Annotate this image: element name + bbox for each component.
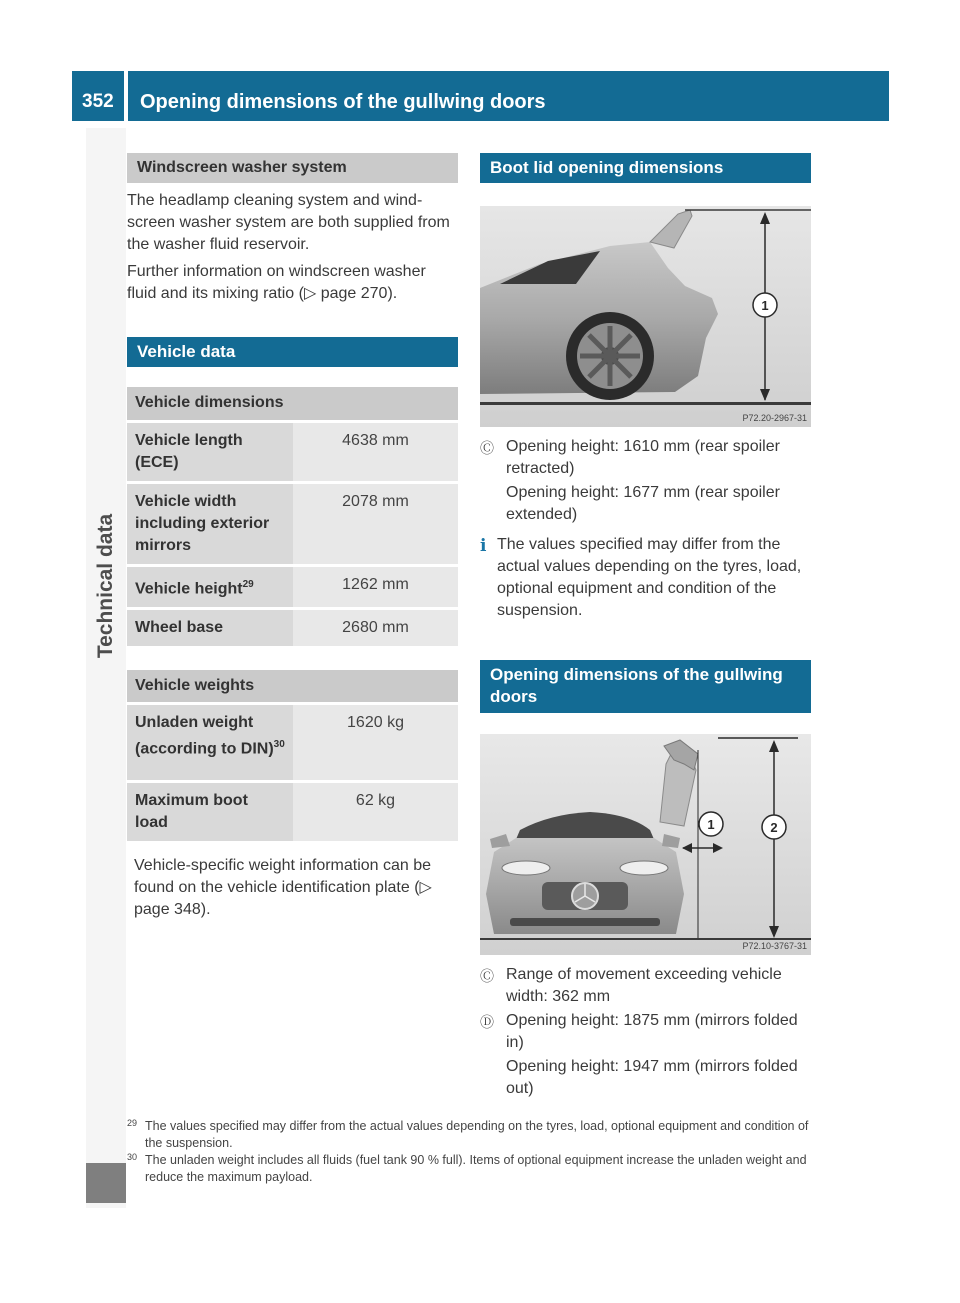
row-value: 2078 mm [293, 482, 458, 565]
boot-info-note [480, 534, 811, 622]
boot-lid-image [480, 206, 811, 427]
gullwing-heading: Opening dimensions of the gullwing doors [480, 660, 811, 713]
washer-heading: Windscreen washer system [127, 153, 458, 183]
row-value: 1262 mm [293, 565, 458, 608]
side-tab-label-box [87, 486, 125, 686]
gullwing-item-2-line-1: Opening height: 1875 mm (mirrors folded in) [506, 1012, 798, 1051]
row-label: Vehicle width including exterior mirrors [127, 482, 293, 565]
row-label: Vehicle height$^{29}$ [127, 565, 293, 608]
table-row [127, 704, 458, 782]
footnote-number: 29 [127, 1118, 138, 1128]
gullwing-item-1-text: Range of movement exceeding vehicle width: 362 mm [506, 966, 782, 1005]
gullwing-item-1 [480, 964, 811, 1008]
header-divider [124, 71, 128, 121]
side-tab-marker [86, 1163, 126, 1203]
gullwing-image [480, 734, 811, 955]
left-column [127, 153, 458, 921]
table-heading: Vehicle weights [127, 670, 458, 704]
footnote-ref: 30 [273, 739, 285, 751]
page-title: Opening dimensions of the gullwing doors [140, 91, 546, 113]
footnote-ref: 29 [242, 578, 254, 590]
table-row [127, 608, 458, 647]
page-header [72, 71, 889, 121]
table-row [127, 565, 458, 608]
table-header-row [127, 670, 458, 704]
washer-paragraph-1: The headlamp cleaning system and wind-screen washer system are both supplied from the washer fluid reservoir. [127, 192, 450, 253]
row-label: Unladen weight (according to DIN)$^{30}$ [127, 704, 293, 782]
footnote-text: The values specified may differ from the actual values depending on the tyres, load, optional equipment and condition of the suspension. [145, 1119, 809, 1150]
footnote-text: The unladen weight includes all fluids (fuel tank 90 % full). Items of optional equipment increase the unladen weight and reduce the maximum payload. [145, 1153, 807, 1184]
gullwing-item-2 [480, 1010, 811, 1100]
table-header-row [127, 387, 458, 421]
washer-paragraph-2: Further information on windscreen washer fluid and its mixing ratio (▷ page 270). [127, 263, 426, 302]
boot-item-line-2: Opening height: 1677 mm (rear spoiler extended) [506, 484, 780, 523]
row-label: Wheel base [127, 608, 293, 647]
gullwing-item-2-line-2: Opening height: 1947 mm (mirrors folded out) [506, 1058, 798, 1097]
boot-callout: 1 [761, 298, 769, 313]
boot-item-line-1: Opening height: 1610 mm (rear spoiler retracted) [506, 438, 780, 477]
table-row [127, 421, 458, 482]
row-value: 62 kg [293, 782, 458, 843]
row-label: Maximum boot load [127, 782, 293, 843]
vehicle-data-heading: Vehicle data [127, 337, 458, 367]
footnotes [127, 1118, 827, 1186]
item-marker-1: Ⓒ [480, 968, 494, 984]
table-heading: Vehicle dimensions [127, 387, 458, 421]
gullwing-callout-2: 2 [770, 820, 778, 835]
table-row [127, 482, 458, 565]
row-value: 4638 mm [293, 421, 458, 482]
footnote [127, 1118, 827, 1152]
vehicle-dimensions-table [127, 387, 458, 649]
gullwing-image-code: P72.10-3767-31 [742, 941, 807, 951]
boot-image-code: P72.20-2967-31 [742, 413, 807, 423]
row-value: 1620 kg [293, 704, 458, 782]
boot-lid-illustration [480, 206, 811, 427]
gullwing-illustration [480, 734, 811, 955]
right-column [480, 153, 811, 1100]
item-marker-1: Ⓒ [480, 440, 494, 456]
footnote [127, 1152, 827, 1186]
boot-lid-heading: Boot lid opening dimensions [480, 153, 811, 183]
info-icon: i [480, 536, 487, 556]
weights-note: Vehicle-specific weight information can be found on the vehicle identification plate (▷ page 348). [134, 857, 432, 919]
item-marker-2: Ⓓ [480, 1014, 494, 1030]
boot-item-1 [480, 436, 811, 526]
table-row [127, 782, 458, 843]
row-label: Vehicle length (ECE) [127, 421, 293, 482]
footnote-number: 30 [127, 1152, 138, 1162]
info-text: The values specified may differ from the actual values depending on the tyres, load, optional equipment and condition of the suspension. [497, 536, 802, 619]
gullwing-callout-1: 1 [707, 817, 715, 832]
side-tab-label: Technical data [94, 513, 117, 659]
vehicle-weights-table [127, 670, 458, 845]
page-number: 352 [82, 91, 114, 112]
row-value: 2680 mm [293, 608, 458, 647]
